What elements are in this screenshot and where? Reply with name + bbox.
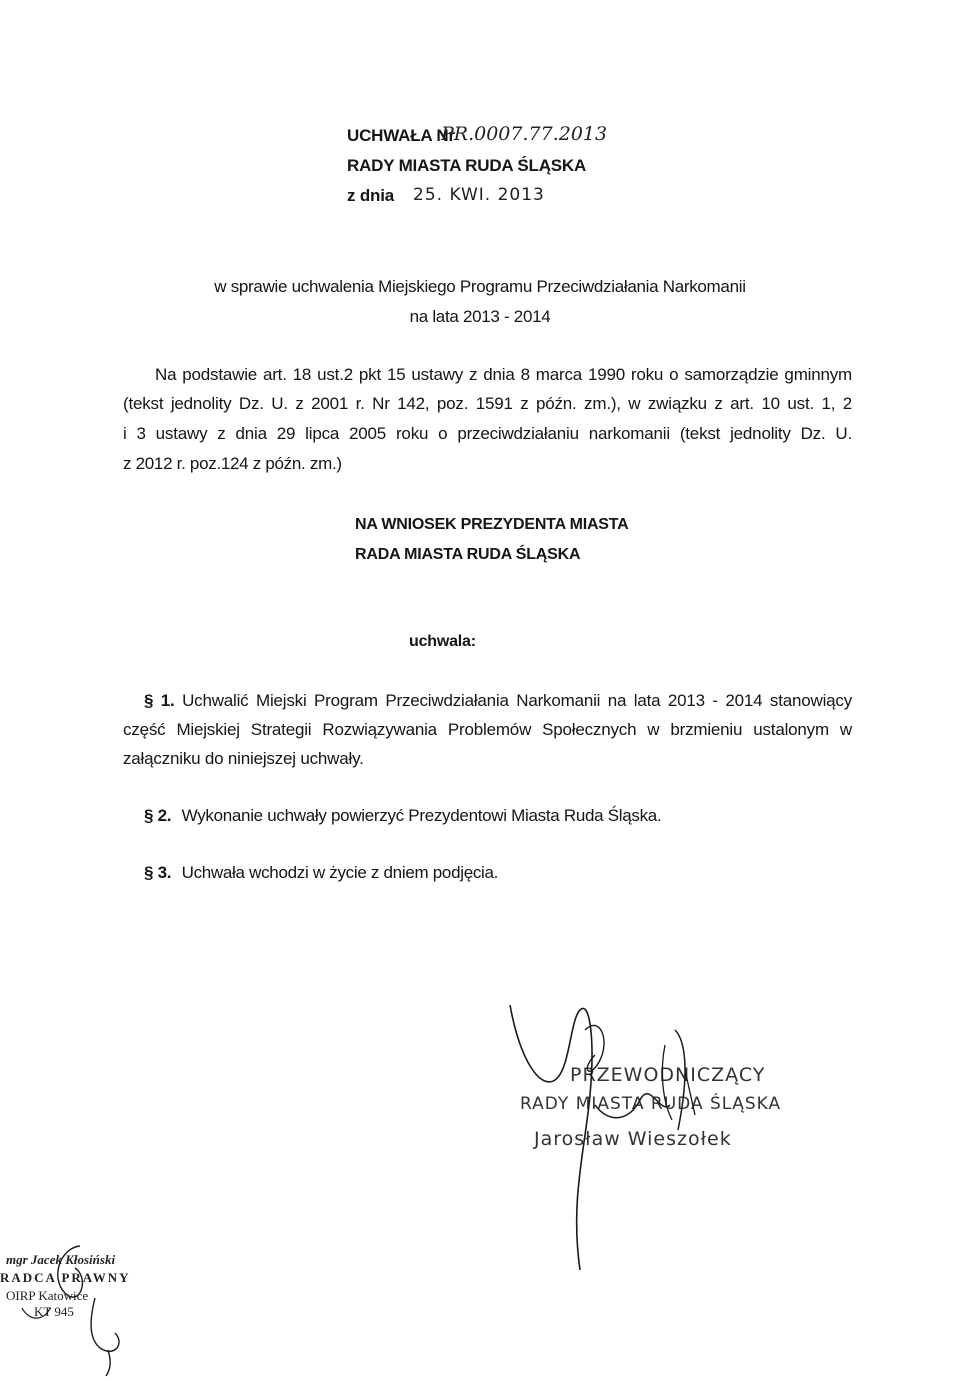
chairman-stamp-council: RADY MIASTA RUDA ŚLĄSKA (520, 1094, 782, 1114)
subject-line-1: w sprawie uchwalenia Miejskiego Programu Przeciwdziałania Narkomanii (214, 277, 746, 296)
resolution-number-handwritten: PR.0007.77.2013 (441, 123, 608, 145)
motion-line-1: NA WNIOSEK PREZYDENTA MIASTA (355, 516, 629, 533)
paragraph-3 (144, 863, 498, 883)
legal-stamp-number: KT 945 (34, 1304, 74, 1319)
basis-line-1: Na podstawie art. 18 ust.2 pkt 15 ustawy z dnia 8 marca 1990 roku o samorządzie gminnym (155, 365, 852, 384)
paragraph-3-text: Uchwała wchodzi w życie z dniem podjęcia. (181, 863, 499, 882)
basis-line-3: i 3 ustawy z dnia 29 lipca 2005 roku o przeciwdziałaniu narkomanii (tekst jednolity Dz. U. (123, 424, 852, 443)
legal-stamp-name: mgr Jacek Kłosiński (6, 1252, 116, 1267)
paragraph-2 (144, 806, 661, 826)
paragraph-1-symbol: § 1. (144, 691, 175, 710)
chairman-stamp-title: PRZEWODNICZĄCY (570, 1064, 766, 1086)
legal-stamp-chamber: OIRP Katowice (6, 1288, 89, 1303)
date-stamp: 25. KWI. 2013 (413, 185, 545, 205)
basis-line-4: z 2012 r. poz.124 z późn. zm.) (123, 454, 342, 473)
basis-line-2: (tekst jednolity Dz. U. z 2001 r. Nr 142, poz. 1591 z późn. zm.), w związku z art. 10 ust. 1, 2 (123, 394, 852, 413)
resolves-label: uchwala: (409, 633, 476, 650)
subject-line-2: na lata 2013 - 2014 (409, 307, 551, 326)
motion-line-2: RADA MIASTA RUDA ŚLĄSKA (355, 546, 581, 563)
chairman-stamp-name: Jarosław Wieszołek (534, 1128, 732, 1150)
paragraph-3-symbol: § 3. (144, 863, 172, 882)
legal-counsel-signature-icon (20, 1238, 130, 1378)
chairman-signature-icon (500, 1000, 700, 1280)
date-label: z dnia (347, 186, 394, 205)
legal-stamp-title: RADCA PRAWNY (0, 1270, 131, 1285)
paragraph-2-text: Wykonanie uchwały powierzyć Prezydentowi Miasta Ruda Śląska. (181, 806, 662, 825)
resolution-number-label: UCHWAŁA Nr (347, 126, 455, 145)
council-name: RADY MIASTA RUDA ŚLĄSKA (347, 156, 587, 175)
paragraph-1-text: Uchwalić Miejski Program Przeciwdziałania Narkomanii na lata 2013 - 2014 stanowiący część Miejskiej Strategii Rozwiązywania Problemów Społecznych w brzmieniu ustalonym w załączniku do niniejszej uchwały. (123, 691, 852, 768)
paragraph-1 (123, 686, 852, 773)
paragraph-2-symbol: § 2. (144, 806, 172, 825)
